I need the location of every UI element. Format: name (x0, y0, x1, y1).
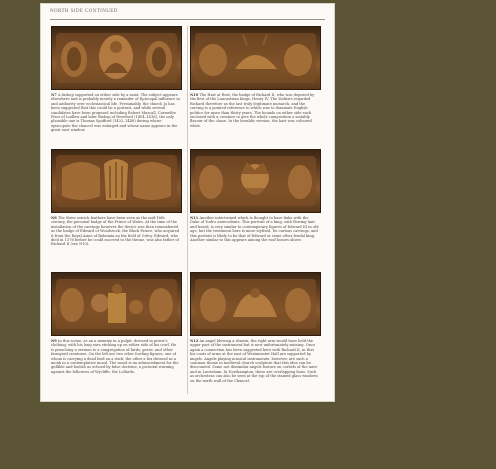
caption-text: The three ostrich feathers have been seen as the mid-16th century, the personal badge of the Prince of Wales. At the time of the installation of the carvings however the device was then remembered as the badge of Edward of Woodstock, the Black Prince, who acquired it from the Royal Arms of Bohemia on the field of Crécy. Edward, who died in 1376 before he could succeed to the throne, was also father of Richard II (see N10). (51, 216, 180, 247)
caption-n10 (190, 93, 319, 141)
caption-n7 (51, 93, 180, 141)
caption-number: N10 (190, 93, 199, 97)
misericord-photo-n10 (190, 26, 321, 90)
caption-number: N11 (190, 216, 199, 220)
caption-n8 (51, 216, 180, 264)
carving-illustration (191, 150, 320, 212)
carving-illustration (52, 27, 181, 89)
caption-n11 (190, 216, 319, 264)
caption-n12 (190, 339, 319, 387)
book-page (41, 4, 334, 401)
caption-text: An angel blowing a shawm; the right arm would have held the upper part of the instrument but is now unfortunately missing. Once again a connection has been suggested here with Richard II, in that his coats of arms at the east of Westminster Hall are supported by angels. Angels playing musical instruments, however, are such a common theme in medieval church sculpture that this idea can be discounted. Some not dissimilar angels feature on corbels of the nave and in Lavenham. In Northampton, these are overlapping lions. Such as orchestras can also be seen at the top of the stained glass windows on the north wall of the Chancel. (190, 339, 319, 383)
running-header: NORTH SIDE CONTINUED (50, 9, 325, 20)
carving-illustration (52, 150, 181, 212)
column-divider (187, 26, 188, 394)
caption-text: The Hart at Rest, the badge of Richard II, who was deposed by the first of the Lancastrian kings, Henry IV. The Yorkists regarded Richard therefore as the last truly legitimate monarch, and the carving is a pointed reference to which was to dominate English politics for more than thirty years. The bounds on either side each enclosed with a creature to give the whole composition a suitably flavour of the chase. In the heraldic version, the hart was coloured white. (190, 93, 315, 128)
carving-illustration (191, 27, 320, 89)
right-column (190, 26, 319, 395)
caption-text: In this scene, as an a mummy in a pulpit, dressed in priest's clothing, with his long ears sticking up on either side of his cowl. He is preaching a sermon to a congregation of birds, geese, and other farmyard creatures. On the left are two other fowling figures, one of whom is carrying a dead bird on a stick, the other a fox dressed as a monk in a contemplative mood. The mood is an admonishment for the gullible and foolish as echoed by false doctrine, a pictorial warning against the followers of Wycliffe, the Lollards. (51, 339, 179, 374)
caption-number: N9 (51, 339, 57, 343)
caption-text: Another intertwined which is thought to have links with the Duke of York's antecedents. This portrait of a king, with flowing hair and beard, is very similar to contemporary figures of Edward III in old age, but the treatment here is more stylised. Its curious carvings, and this portrait is likely to be that of Edward or some other feudal king. Another similar to this appears among the roof bosses above. (190, 216, 319, 243)
misericord-photo-n9 (51, 272, 182, 336)
misericord-photo-n7 (51, 26, 182, 90)
carving-illustration (52, 273, 181, 335)
caption-number: N12 (190, 339, 199, 343)
caption-number: N7 (51, 93, 57, 97)
caption-n9 (51, 339, 180, 387)
carving-illustration (191, 273, 320, 335)
misericord-photo-n8 (51, 149, 182, 213)
left-column (51, 26, 180, 395)
caption-text: A bishop supported on either side by a saint. The subject appears elsewhere and is probably merely a reminder of Episcopal influence in and authority over ecclesiastical life. Presumably, the church Jo has been suggested that this could be a portrait, and while several candidates have been proposed including Robert Mascall, Carmelite Prior of Ludlow and later Bishop of Hereford (1404–1416), the only plausible one is Thomas Spofford (1422–1448) during whose episcopate the chancel was enlarged and whose name appears in the great east window. (51, 93, 180, 133)
misericord-photo-n12 (190, 272, 321, 336)
caption-number: N8 (51, 216, 57, 220)
misericord-photo-n11 (190, 149, 321, 213)
